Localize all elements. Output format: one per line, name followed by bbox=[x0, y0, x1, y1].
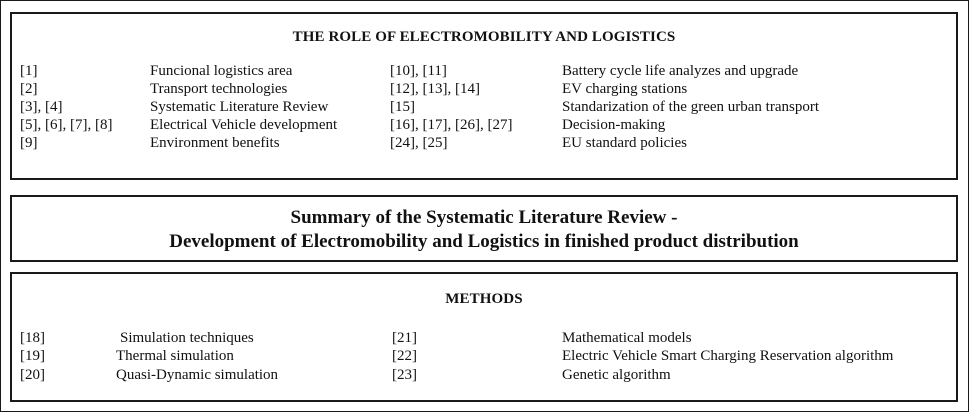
summary-title bbox=[12, 206, 956, 254]
reference-label: [21] bbox=[392, 330, 417, 346]
summary-line-2: Development of Electromobility and Logistics in finished product distribution bbox=[169, 231, 799, 252]
reference-label: [1] bbox=[20, 63, 38, 79]
method-label: Thermal simulation bbox=[116, 348, 234, 364]
reference-label: [10], [11] bbox=[390, 63, 447, 79]
topic-label: Environment benefits bbox=[150, 135, 280, 151]
topic-label: Decision-making bbox=[562, 117, 666, 133]
reference-label: [5], [6], [7], [8] bbox=[20, 117, 113, 133]
topic-label: Funcional logistics area bbox=[150, 63, 293, 79]
reference-label: [12], [13], [14] bbox=[390, 81, 480, 97]
reference-label: [2] bbox=[20, 81, 38, 97]
topic-label: Electrical Vehicle development bbox=[150, 117, 338, 133]
topic-label: EU standard policies bbox=[562, 135, 687, 151]
role-section-title: THE ROLE OF ELECTROMOBILITY AND LOGISTICS bbox=[292, 29, 676, 45]
method-label: Quasi-Dynamic simulation bbox=[116, 367, 279, 383]
reference-label: [3], [4] bbox=[20, 99, 63, 115]
topic-label: EV charging stations bbox=[562, 81, 688, 97]
reference-label: [16], [17], [26], [27] bbox=[390, 117, 513, 133]
topic-label: Battery cycle life analyzes and upgrade bbox=[562, 63, 799, 79]
summary-box bbox=[10, 195, 958, 262]
reference-label: [18] bbox=[20, 330, 45, 346]
reference-label: [22] bbox=[392, 348, 417, 364]
reference-label: [9] bbox=[20, 135, 38, 151]
reference-label: [20] bbox=[20, 367, 45, 383]
method-label: Mathematical models bbox=[562, 330, 692, 346]
topic-label: Transport technologies bbox=[150, 81, 288, 97]
topic-label: Systematic Literature Review bbox=[150, 99, 329, 115]
method-label: Electric Vehicle Smart Charging Reservation algorithm bbox=[562, 348, 894, 364]
method-label: Simulation techniques bbox=[120, 330, 254, 346]
topic-label: Standarization of the green urban transport bbox=[562, 99, 819, 115]
methods-section-box bbox=[10, 272, 958, 402]
reference-label: [24], [25] bbox=[390, 135, 448, 151]
role-section-box bbox=[10, 12, 958, 180]
reference-label: [23] bbox=[392, 367, 417, 383]
methods-section-title: METHODS bbox=[445, 291, 523, 307]
method-label: Genetic algorithm bbox=[562, 367, 671, 383]
reference-label: [15] bbox=[390, 99, 415, 115]
reference-label: [19] bbox=[20, 348, 45, 364]
summary-line-1: Summary of the Systematic Literature Review - bbox=[290, 207, 678, 228]
